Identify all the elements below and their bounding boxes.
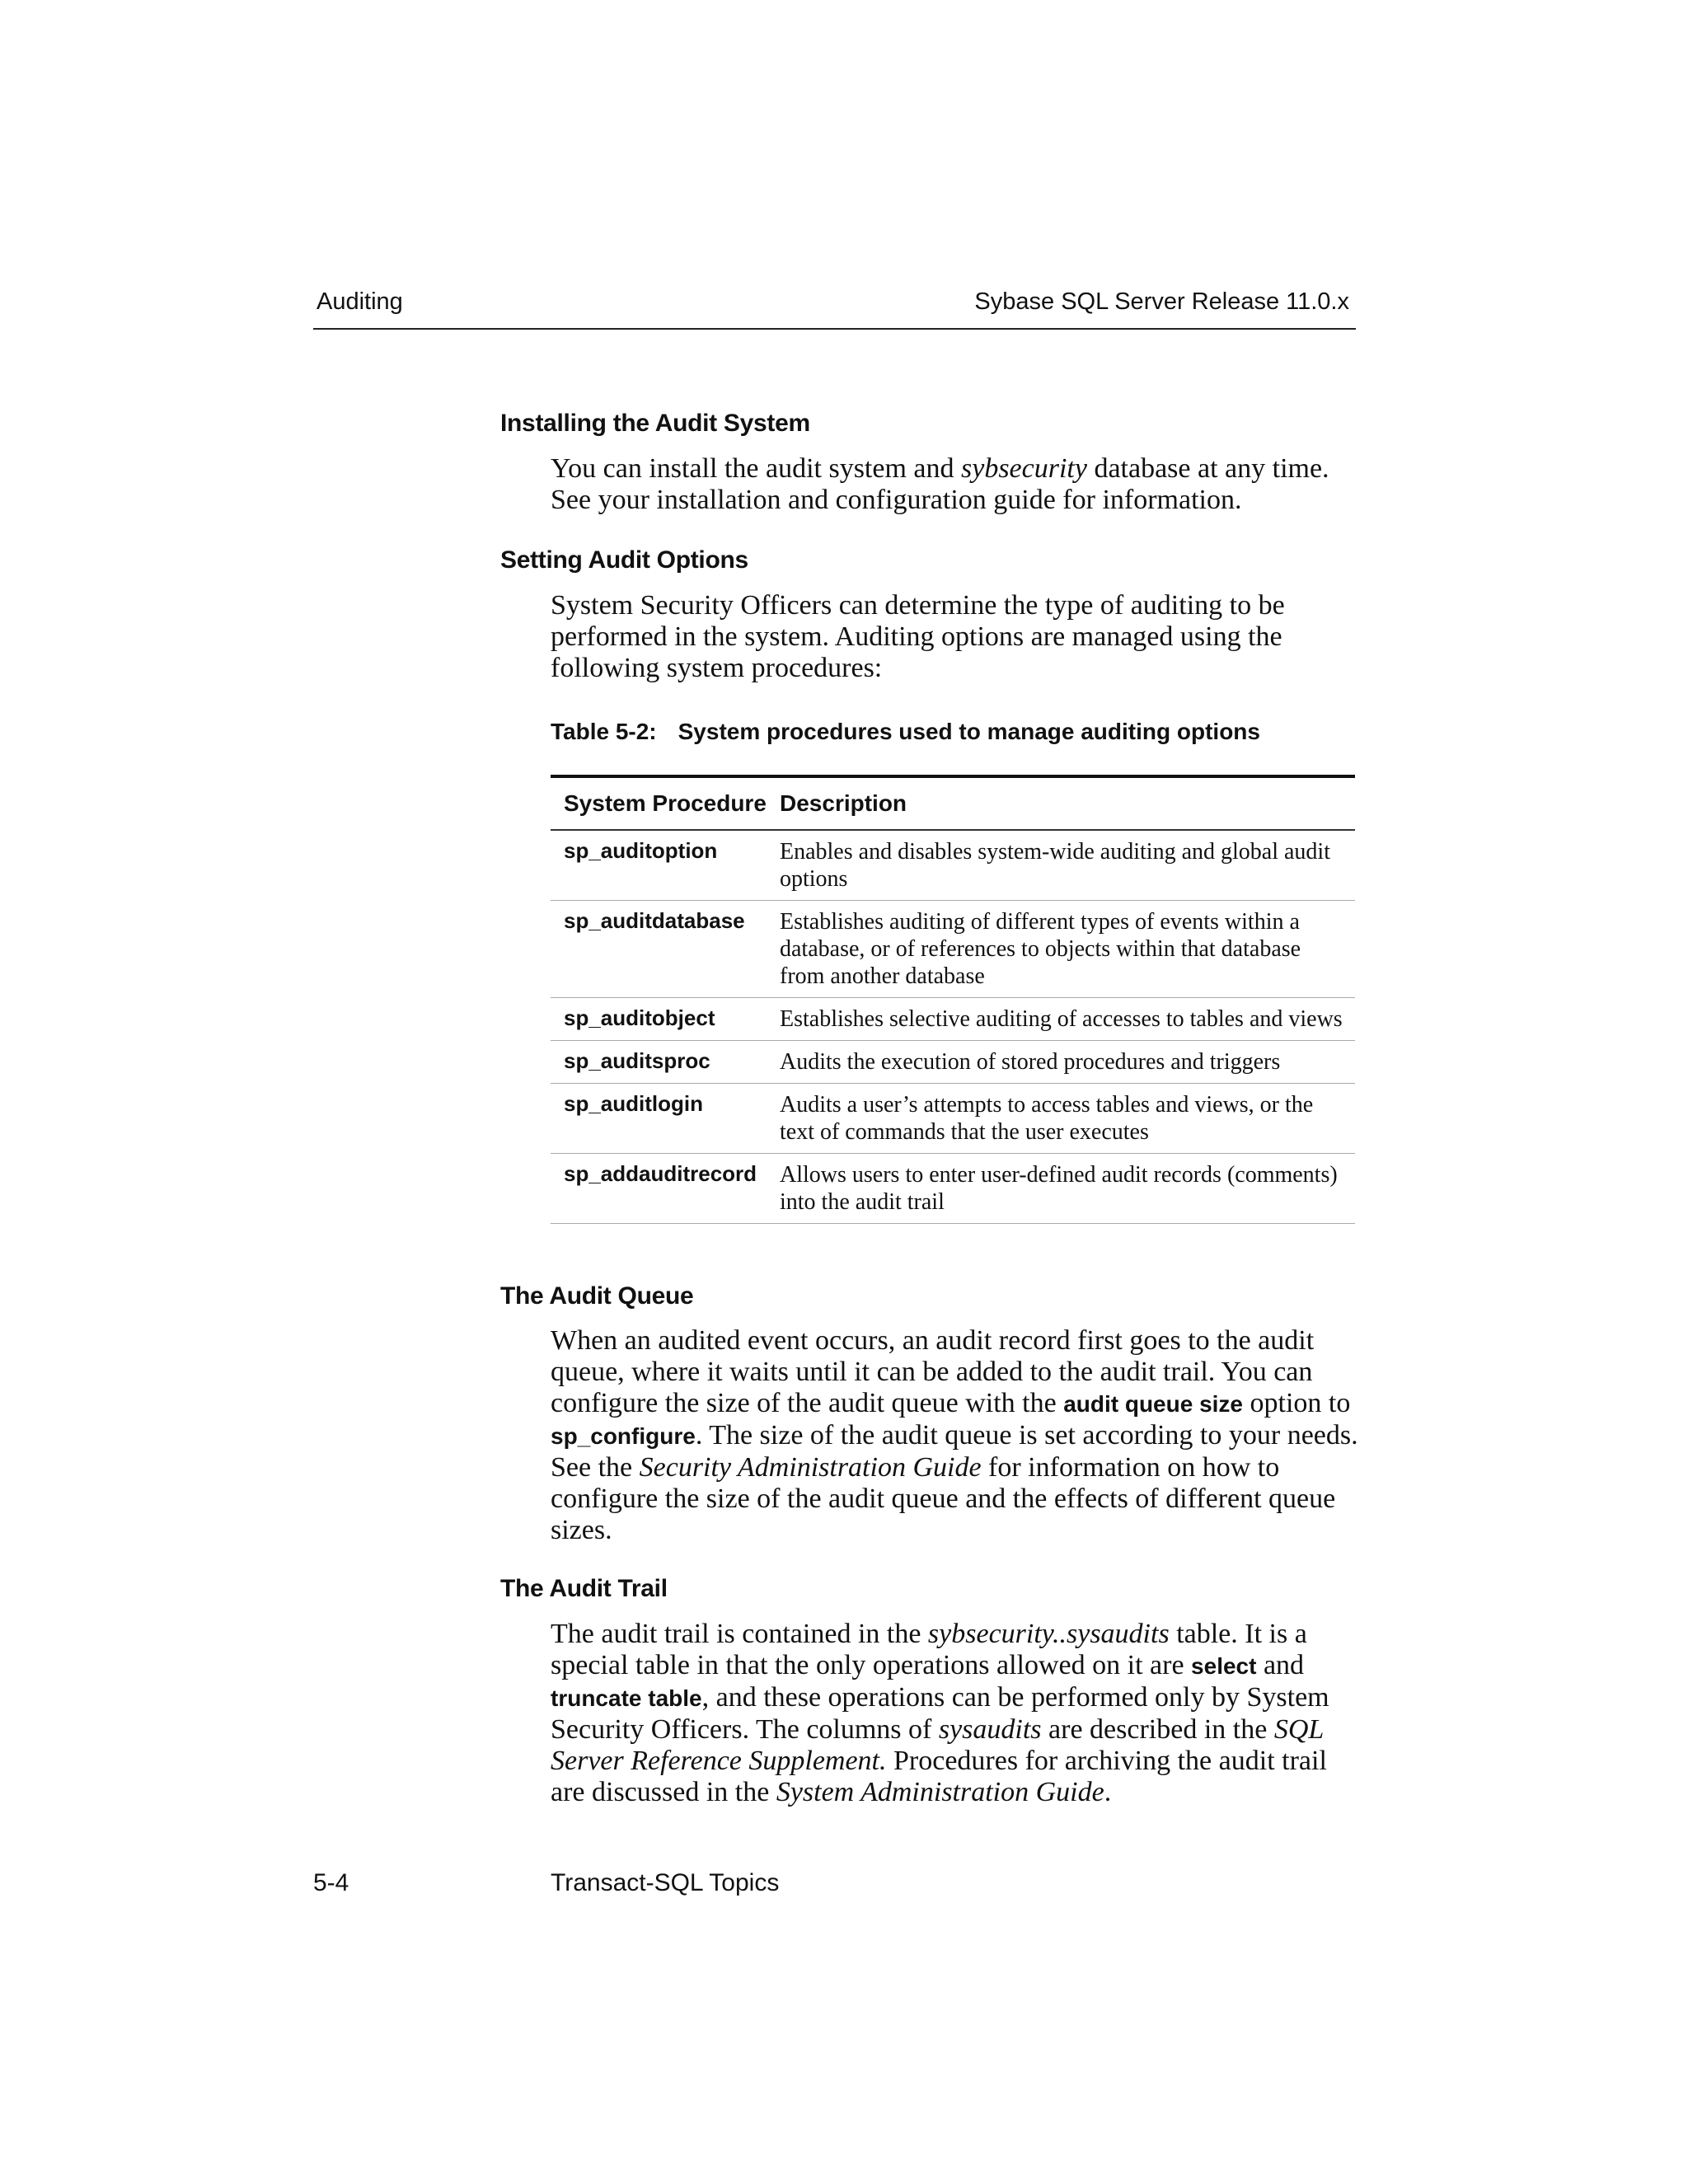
emphasis-security-guide: Security Administration Guide [639,1452,982,1483]
table-caption [551,719,1260,745]
table-row [551,830,1355,901]
footer-page-number: 5-4 [313,1869,349,1896]
emphasis-sysaudits-table: sybsecurity..sysaudits [927,1619,1170,1649]
paragraph-queue: When an audited event occurs, an audit record first goes to the audit queue, where it waits until it can be added to the audit trail. You can configure the size of the audit queue with the audit queue size option to sp_configure. The size of the audit queue is set according to your needs. See the Security Administration Guide for information on how to configure the size of the audit queue and the effects of different queue sizes. [551,1325,1358,1545]
table-row [551,1041,1355,1084]
section-title-install: Installing the Audit System [500,410,810,437]
header-chapter: Auditing [316,288,403,315]
paragraph-options: System Security Officers can determine the type of auditing to be performed in the system. Auditing options are managed using the following system procedures: [551,590,1285,683]
table-row [551,1154,1355,1224]
emphasis-sybsecurity: sybsecurity [961,453,1087,484]
emphasis-admin-guide: System Administration Guide [776,1777,1104,1807]
option-audit-queue-size: audit queue size [1063,1391,1244,1417]
table-caption-label: Table 5-2: [551,719,657,744]
section-title-options: Setting Audit Options [500,546,748,574]
command-truncate-table: truncate table [551,1685,702,1711]
procedure-name: sp_addauditrecord [551,1154,767,1224]
procedure-description: Audits a user’s attempts to access tables and views, or the text of commands that the user executes [767,1084,1355,1154]
procedure-name: sp_auditlogin [551,1084,767,1154]
procedure-description: Allows users to enter user-defined audit records (comments) into the audit trail [767,1154,1355,1224]
procedure-description: Establishes selective auditing of accesses to tables and views [767,998,1355,1041]
footer-book-title: Transact-SQL Topics [551,1869,780,1896]
paragraph-trail: The audit trail is contained in the sybsecurity..sysaudits table. It is a special table in that the only operations allowed on it are select and truncate table, and these operations can be performed only by System Security Officers. The columns of sysaudits are described in the SQL Server Reference Supplement. Procedures for archiving the audit trail are discussed in the System Administration Guide. [551,1619,1329,1807]
procedure-description: Enables and disables system-wide auditing and global audit options [767,830,1355,901]
running-header [313,288,1356,330]
procedure-description: Establishes auditing of different types of events within a database, or of references to objects within that database from another database [767,901,1355,998]
emphasis-sysaudits: sysaudits [938,1714,1042,1745]
procedure-sp-configure: sp_configure [551,1423,696,1449]
table-row [551,998,1355,1041]
table-row [551,1084,1355,1154]
command-select: select [1191,1653,1257,1679]
column-header-procedure: System Procedure [564,790,767,816]
procedures-table [551,775,1355,1224]
header-product: Sybase SQL Server Release 11.0.x [974,288,1349,315]
procedure-name: sp_auditdatabase [551,901,767,998]
section-title-queue: The Audit Queue [500,1282,694,1310]
paragraph-install: You can install the audit system and sybsecurity database at any time. See your installation and configuration guide for information. [551,453,1329,515]
table-row [551,901,1355,998]
procedure-name: sp_auditoption [551,830,767,901]
emphasis-reference-supplement: SQL Server Reference Supplement. [551,1714,1324,1776]
procedure-description: Audits the execution of stored procedures and triggers [767,1041,1355,1084]
column-header-description: Description [780,790,907,816]
procedure-name: sp_auditobject [551,998,767,1041]
table-header-row [551,776,1355,830]
table-caption-text: System procedures used to manage auditing options [678,719,1260,744]
section-title-trail: The Audit Trail [500,1575,668,1602]
procedure-name: sp_auditsproc [551,1041,767,1084]
